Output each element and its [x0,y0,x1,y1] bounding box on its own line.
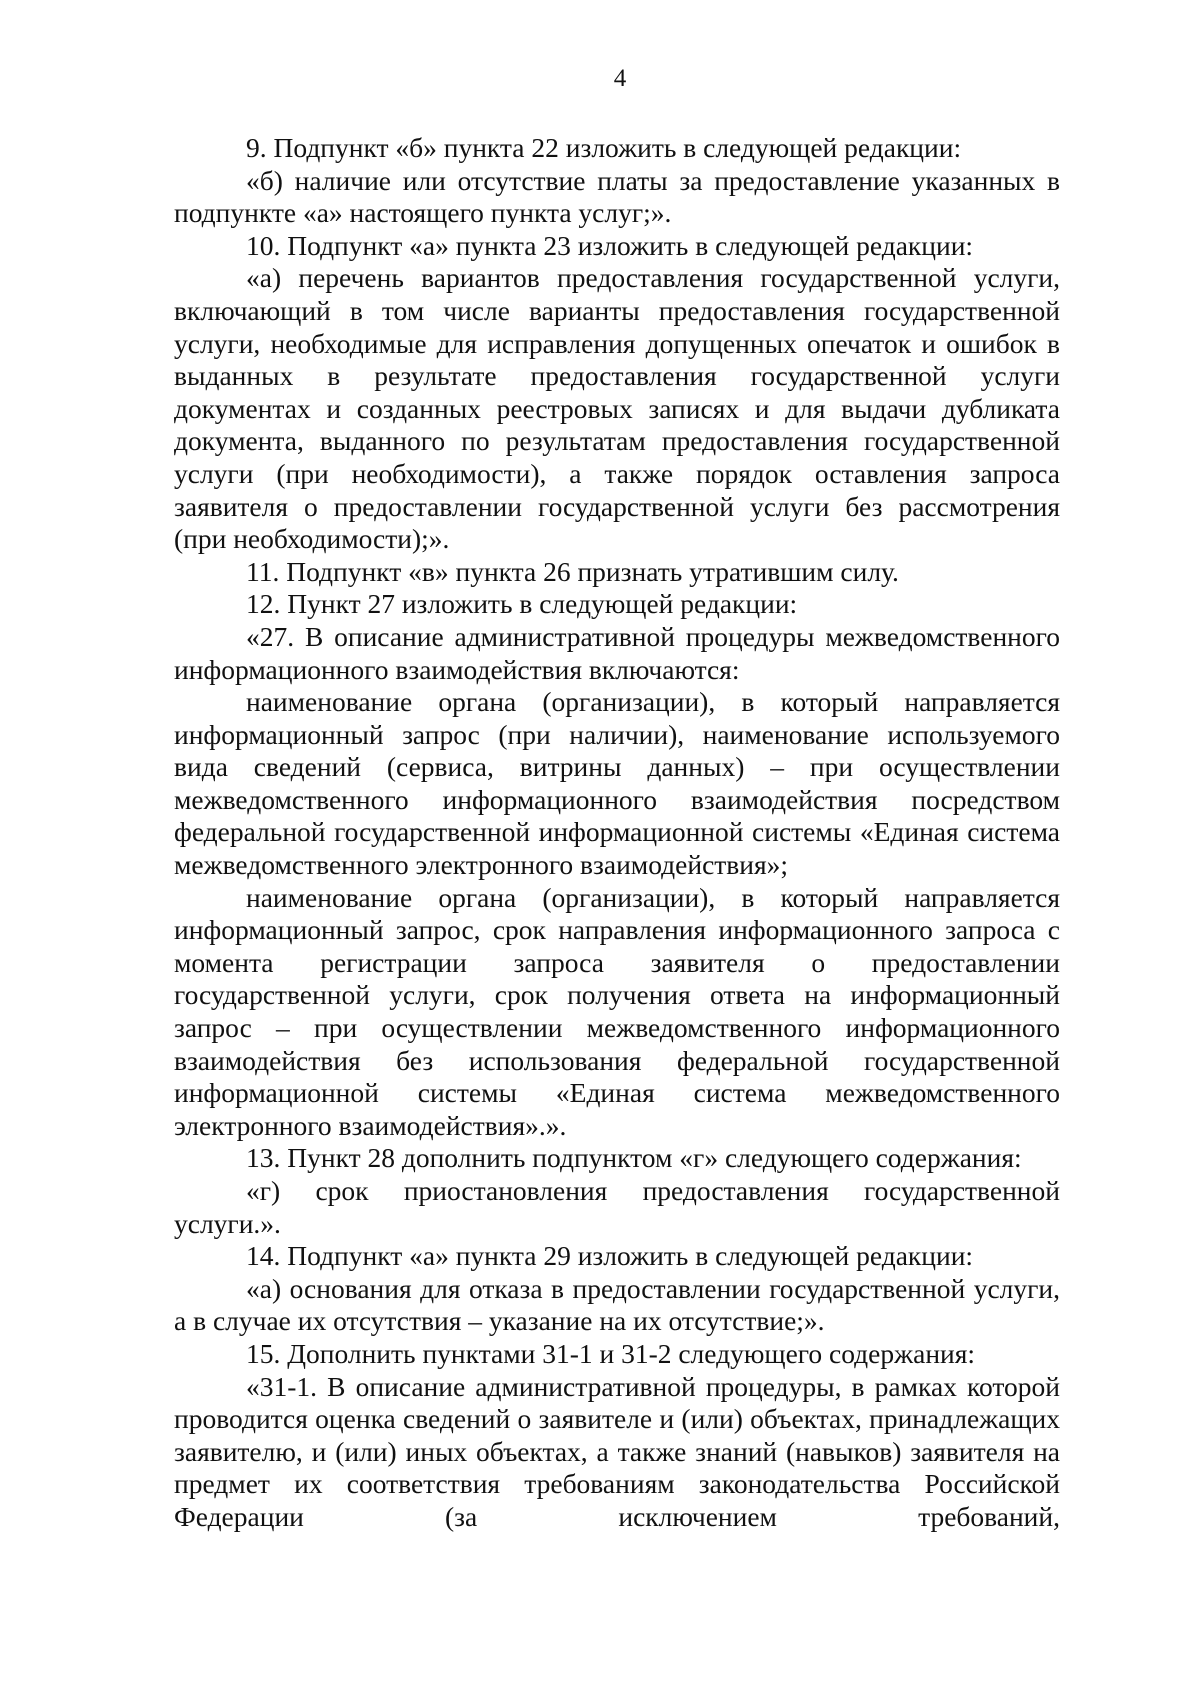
paragraph-subitem-14a: «а) основания для отказа в предоставлении государственной услуги, а в случае их отсутствия – указание на их отсутствие;». [174,1272,1060,1337]
paragraph-subitem-13g: «г) срок приостановления предоставления государственной услуги.». [174,1175,1060,1239]
paragraph-item-11: 11. Подпункт «в» пункта 26 признать утратившим силу. [246,555,899,587]
paragraph-subitem-9b: «б) наличие или отсутствие платы за предоставление указанных в подпункте «а» настоящего пункта услуг;». [174,164,1060,229]
paragraph-clause-27: «27. В описание административной процедуры межведомственного информационного взаимодействия включаются: [174,620,1060,685]
paragraph-clause-27-item-2: наименование органа (организации), в который направляется информационный запрос, срок направления информационного запроса с момента регистрации запроса заявителя о предоставлении государственной услуги, срок получения ответа на информационный запрос – при осуществлении межведомственного информационного взаимодействия без использования федеральной государственной информационной системы «Единая система межведомственного электронного взаимодействия».». [174,881,1060,1141]
document-body [174,132,1060,1534]
paragraph-clause-31-1: «31-1. В описание административной процедуры, в рамках которой проводится оценка сведений о заявителе и (или) объектах, принадлежащих заявителю, и (или) иных объектах, а также знаний (навыков) заявителя на предмет их соответствия требованиям законодательства Российской Федерации (за исключением требований, [174,1370,1060,1532]
paragraph-item-12: 12. Пункт 27 изложить в следующей редакции: [246,588,798,620]
paragraph-item-15: 15. Дополнить пунктами 31-1 и 31-2 следующего содержания: [246,1337,976,1369]
paragraph-clause-27-item-1: наименование органа (организации), в который направляется информационный запрос (при наличии), наименование используемого вида сведений (сервиса, витрины данных) – при осуществлении межведомственного информационного взаимодействия посредством федеральной государственной информационной системы «Единая система межведомственного электронного взаимодействия»; [174,686,1060,881]
paragraph-item-9: 9. Подпункт «б» пункта 22 изложить в следующей редакции: [246,132,962,163]
paragraph-item-14: 14. Подпункт «а» пункта 29 изложить в следующей редакции: [246,1240,974,1272]
page-number: 4 [613,65,627,92]
paragraph-item-10: 10. Подпункт «а» пункта 23 изложить в следующей редакции: [246,229,974,261]
paragraph-item-13: 13. Пункт 28 дополнить подпунктом «г» следующего содержания: [246,1142,1022,1174]
paragraph-subitem-10a: «а) перечень вариантов предоставления государственной услуги, включающий в том числе варианты предоставления государственной услуги, необходимые для исправления допущенных опечаток и ошибок в выданных в результате предоставления государственной услуги документах и созданных реестровых записях и для выдачи дубликата документа, выданного по результатам предоставления государственной услуги (при необходимости), а также порядок оставления запроса заявителя о предоставлении государственной услуги без рассмотрения (при необходимости);». [174,262,1060,555]
